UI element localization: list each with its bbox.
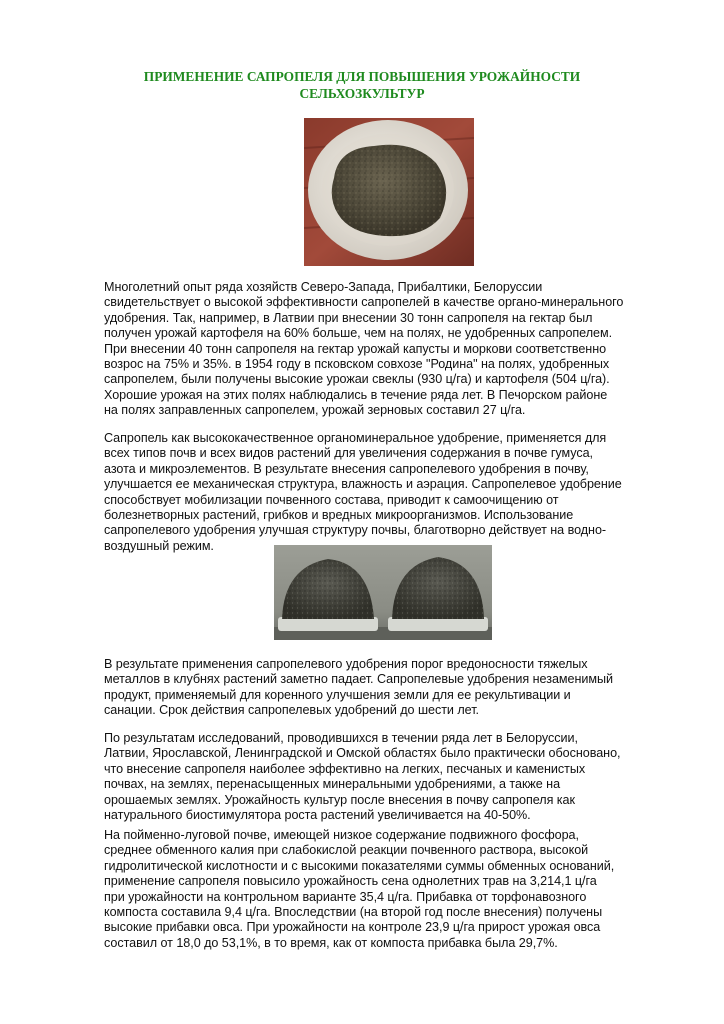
- paragraph-2: [104, 431, 664, 554]
- paragraph-2-line: способствует мобилизации почвенного состава, приводит к самоочищению от: [104, 492, 559, 507]
- paragraph-4-line: По результатам исследований, проводившихся в течении ряда лет в Белоруссии,: [104, 731, 578, 745]
- paragraph-1-line: на полях заправленных сапропелем, урожай зерновых составил 27 ц/га.: [104, 403, 526, 418]
- paragraph-3-line: продукт, применяемый для коренного улучшения земли для ее рекультивации и: [104, 687, 571, 702]
- paragraph-4-line: орошаемых землях. Урожайность культур после внесения в почву сапропеля как: [104, 792, 575, 807]
- paragraph-1-line: Хорошие урожая на этих полях наблюдались в течение ряда лет. В Печорском районе: [104, 387, 608, 402]
- paragraph-3: [104, 657, 664, 719]
- paragraph-2-line: всех типов почв и всех видов растений для увеличения содержания в почве гумуса,: [104, 446, 593, 461]
- paragraph-1-line: сапропелем, были получены высокие урожаи свеклы (930 ц/га) и картофеля (504 ц/га).: [104, 372, 610, 387]
- paragraph-5-line: составил от 18,0 до 53,1%, в то время, как от компоста прибавка была 29,7%.: [104, 935, 558, 950]
- paragraph-2-line: улучшается ее механическая структура, влажность и аэрация. Сапропелевое удобрение: [104, 477, 622, 492]
- title-line-2: СЕЛЬХОЗКУЛЬТУР: [299, 86, 425, 101]
- paragraph-3-line: металлов в клубнях растений заметно падает. Сапропелевые удобрения незаменимый: [104, 672, 613, 687]
- paragraph-1-line: При внесении 40 тонн сапропеля на гектар урожай капусты и моркови соответственно: [104, 341, 607, 356]
- paragraph-1: [104, 280, 664, 419]
- paragraph-5-line: На пойменно-луговой почве, имеющей низкое содержание подвижного фосфора,: [104, 828, 579, 842]
- paragraph-1-line: свидетельствует о высокой эффективности сапропелей в качестве органо-минерального: [104, 295, 624, 310]
- paragraph-4-line: Латвии, Ярославской, Ленинградской и Омской областях было практически обосновано,: [104, 746, 621, 761]
- paragraph-1-line: получен урожай картофеля на 60% больше, чем на полях, не удобренных сапропелем.: [104, 326, 613, 341]
- paragraph-2-line: воздушный режим.: [104, 538, 214, 553]
- paragraph-3-line: В результате применения сапропелевого удобрения порог вредоносности тяжелых: [104, 657, 588, 671]
- paragraph-1-line: удобрения. Так, например, в Латвии при внесении 30 тонн сапропеля на гектар был: [104, 310, 593, 325]
- page-title: [120, 68, 604, 102]
- paragraph-2-line: болезнетворных растений, грибков и вредных микроорганизмов. Использование: [104, 507, 574, 522]
- paragraph-1-line: Многолетний опыт ряда хозяйств Северо-Запада, Прибалтики, Белоруссии: [104, 280, 543, 294]
- paragraph-5-line: применение сапропеля повысило урожайность сена однолетних трав на 3,214,1 ц/га: [104, 874, 597, 889]
- title-line-1: ПРИМЕНЕНИЕ САПРОПЕЛЯ ДЛЯ ПОВЫШЕНИЯ УРОЖАЙНОСТИ: [143, 69, 581, 84]
- paragraph-5-line: гидролитической кислотности и с высокими показателями суммы обменных оснований,: [104, 858, 615, 873]
- paragraph-5-line: компоста составила 9,4 ц/га. Впоследствии (на второй год после внесения) получены: [104, 904, 603, 919]
- paragraph-5-line: при урожайности на контрольном варианте 35,4 ц/га. Прибавка от торфонавозного: [104, 889, 587, 904]
- paragraph-3-line: санации. Срок действия сапропелевых удобрений до шести лет.: [104, 703, 479, 718]
- paragraph-2-line: Сапропель как высококачественное органоминеральное удобрение, применяется для: [104, 431, 607, 445]
- paragraph-2-line: сапропелевого удобрения улучшая структуру почвы, благотворно действует на водно-: [104, 523, 607, 538]
- sapropel-plate-photo: [304, 118, 474, 266]
- soil-trays-photo: [274, 545, 492, 640]
- paragraph-4: [104, 731, 664, 823]
- paragraph-1-line: возрос на 75% и 35%. в 1954 году в псковском совхозе "Родина" на полях, удобренных: [104, 356, 610, 371]
- paragraph-5: [104, 828, 664, 951]
- paragraph-4-line: почвах, на землях, перенасыщенных минеральными удобрениями, а также на: [104, 777, 561, 792]
- paragraph-2-line: азота и микроэлементов. В результате внесения сапропелевого удобрения в почву,: [104, 461, 589, 476]
- paragraph-4-line: натурального биостимулятора роста растений увеличивается на 40-50%.: [104, 807, 531, 822]
- paragraph-5-line: среднее обменного калия при слабокислой реакции почвенного раствора, высокой: [104, 843, 589, 858]
- paragraph-5-line: высокие прибавки овса. При урожайности на контроле 23,9 ц/га прирост урожая овса: [104, 920, 601, 935]
- paragraph-4-line: что внесение сапропеля наиболее эффективно на легких, песчаных и каменистых: [104, 761, 586, 776]
